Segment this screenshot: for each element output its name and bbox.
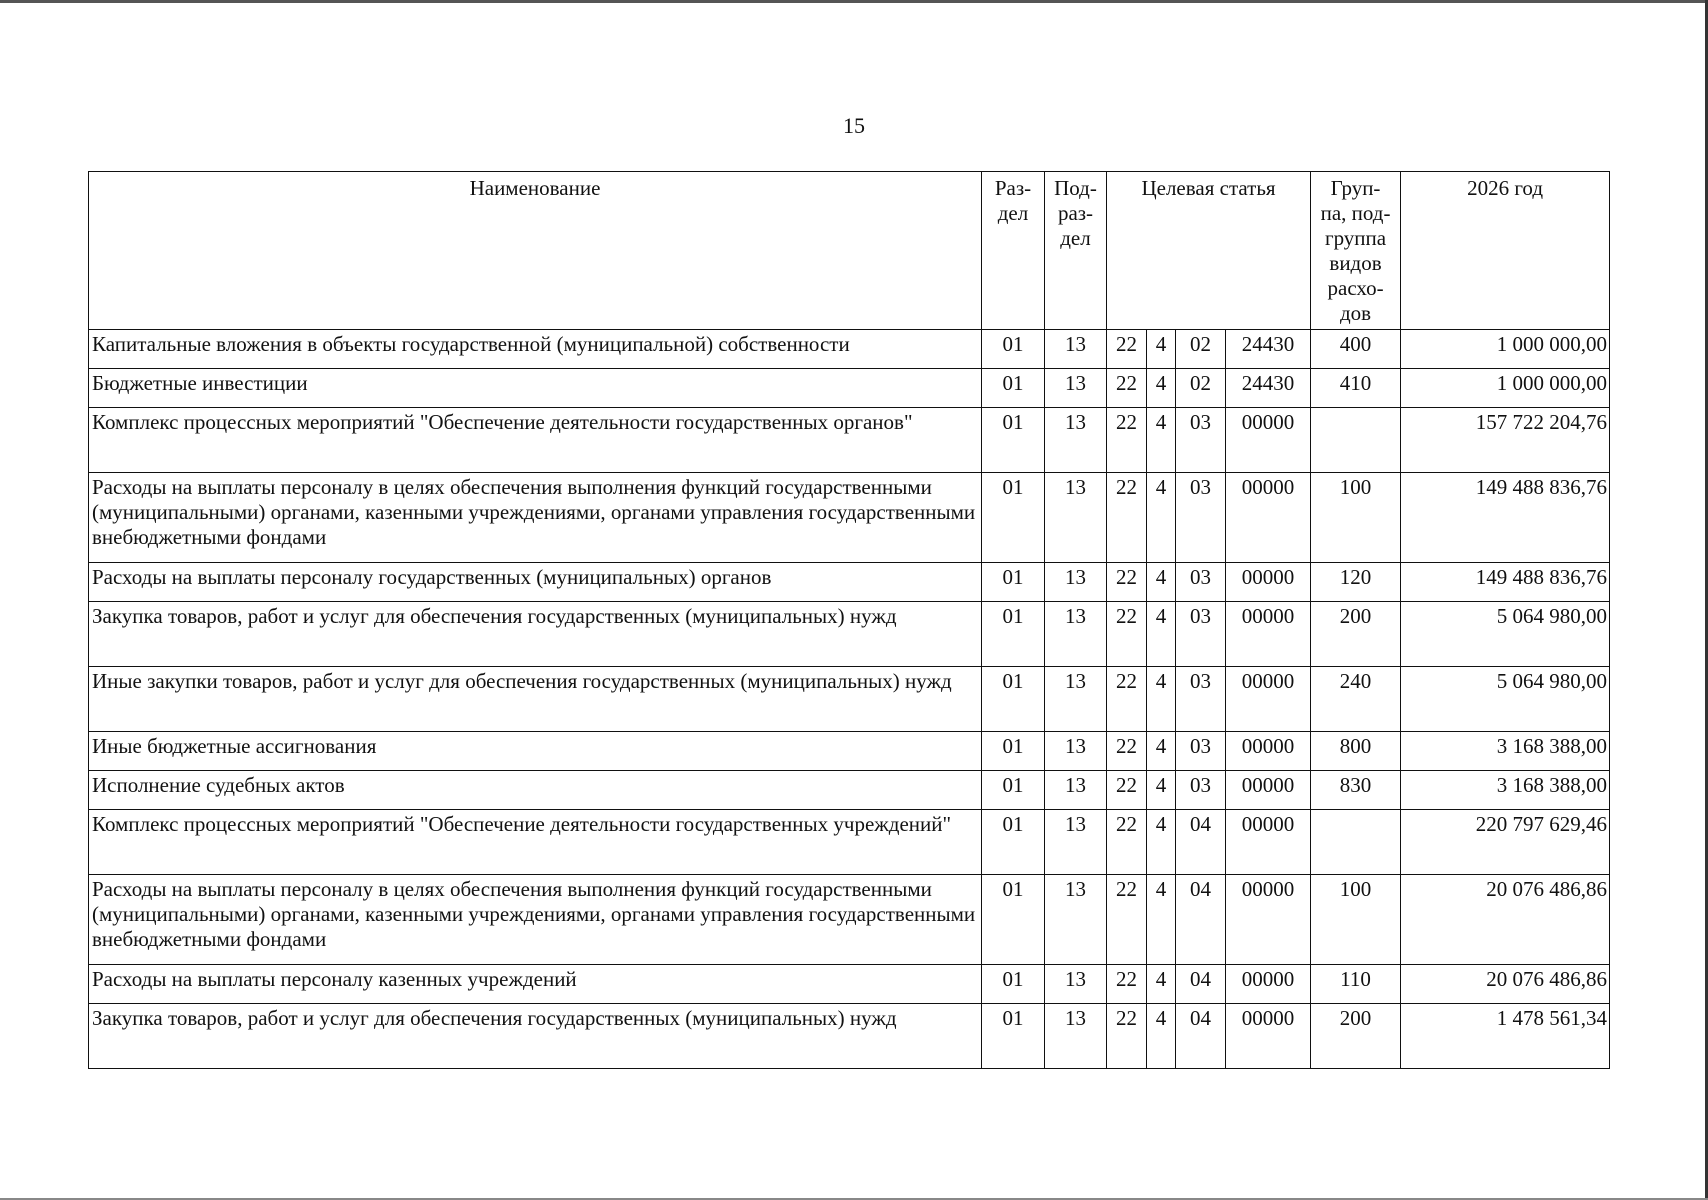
row-section: 01 xyxy=(982,473,1045,563)
row-name: Капитальные вложения в объекты государственной (муниципальной) собственности xyxy=(89,330,982,369)
header-name-label: Наименование xyxy=(469,176,601,200)
row-amount: 5 064 980,00 xyxy=(1401,602,1610,667)
row-target-code-direction: 00000 xyxy=(1226,732,1311,771)
header-expense-group xyxy=(1311,172,1401,330)
row-target-code-complex: 03 xyxy=(1176,563,1226,602)
row-target-code-type: 4 xyxy=(1147,369,1176,408)
row-target-code-program: 22 xyxy=(1107,771,1147,810)
row-name: Комплекс процессных мероприятий "Обеспечение деятельности государственных учреждений" xyxy=(89,810,982,875)
row-target-code-program: 22 xyxy=(1107,875,1147,965)
row-amount: 157 722 204,76 xyxy=(1401,408,1610,473)
row-amount: 1 478 561,34 xyxy=(1401,1004,1610,1069)
row-expense-group: 100 xyxy=(1311,473,1401,563)
table-row xyxy=(89,330,1610,369)
row-expense-group: 830 xyxy=(1311,771,1401,810)
scan-edge-top xyxy=(0,0,1708,3)
row-target-code-direction: 00000 xyxy=(1226,667,1311,732)
row-target-code-type: 4 xyxy=(1147,732,1176,771)
row-target-code-complex: 04 xyxy=(1176,965,1226,1004)
row-target-code-direction: 24430 xyxy=(1226,369,1311,408)
table-row xyxy=(89,965,1610,1004)
row-section: 01 xyxy=(982,810,1045,875)
row-amount: 20 076 486,86 xyxy=(1401,875,1610,965)
row-target-code-program: 22 xyxy=(1107,408,1147,473)
row-expense-group: 400 xyxy=(1311,330,1401,369)
row-target-code-complex: 04 xyxy=(1176,875,1226,965)
row-target-code-complex: 03 xyxy=(1176,602,1226,667)
row-target-code-direction: 24430 xyxy=(1226,330,1311,369)
row-expense-group: 120 xyxy=(1311,563,1401,602)
table-row xyxy=(89,667,1610,732)
row-amount: 149 488 836,76 xyxy=(1401,473,1610,563)
row-target-code-type: 4 xyxy=(1147,875,1176,965)
row-target-code-type: 4 xyxy=(1147,810,1176,875)
row-subsection: 13 xyxy=(1045,732,1107,771)
header-name xyxy=(89,172,982,330)
row-target-code-complex: 02 xyxy=(1176,330,1226,369)
row-section: 01 xyxy=(982,1004,1045,1069)
row-name: Иные закупки товаров, работ и услуг для обеспечения государственных (муниципальных) нужд xyxy=(89,667,982,732)
row-subsection: 13 xyxy=(1045,330,1107,369)
header-subsection xyxy=(1045,172,1107,330)
row-target-code-program: 22 xyxy=(1107,965,1147,1004)
row-target-code-type: 4 xyxy=(1147,1004,1176,1069)
table-row xyxy=(89,1004,1610,1069)
row-target-code-program: 22 xyxy=(1107,473,1147,563)
row-name: Расходы на выплаты персоналу в целях обеспечения выполнения функций государственными (муниципальными) органами, казенными учреждениями, органами управления государственными внебюджетными фондами xyxy=(89,875,982,965)
row-target-code-complex: 03 xyxy=(1176,667,1226,732)
row-target-code-program: 22 xyxy=(1107,369,1147,408)
row-section: 01 xyxy=(982,965,1045,1004)
row-target-code-program: 22 xyxy=(1107,732,1147,771)
page-number: 15 xyxy=(843,113,865,138)
row-name: Комплекс процессных мероприятий "Обеспечение деятельности государственных органов" xyxy=(89,408,982,473)
row-section: 01 xyxy=(982,408,1045,473)
row-target-code-direction: 00000 xyxy=(1226,810,1311,875)
row-section: 01 xyxy=(982,667,1045,732)
row-expense-group xyxy=(1311,810,1401,875)
row-section: 01 xyxy=(982,563,1045,602)
row-target-code-program: 22 xyxy=(1107,667,1147,732)
row-target-code-direction: 00000 xyxy=(1226,965,1311,1004)
row-name: Закупка товаров, работ и услуг для обеспечения государственных (муниципальных) нужд xyxy=(89,602,982,667)
row-target-code-type: 4 xyxy=(1147,771,1176,810)
header-subsection-label: Под- раз- дел xyxy=(1054,176,1097,250)
row-name: Расходы на выплаты персоналу казенных учреждений xyxy=(89,965,982,1004)
row-name: Бюджетные инвестиции xyxy=(89,369,982,408)
header-year-label: 2026 год xyxy=(1467,176,1543,200)
row-target-code-program: 22 xyxy=(1107,563,1147,602)
row-name: Исполнение судебных актов xyxy=(89,771,982,810)
row-target-code-type: 4 xyxy=(1147,473,1176,563)
budget-table xyxy=(88,171,1610,1069)
row-amount: 1 000 000,00 xyxy=(1401,330,1610,369)
row-amount: 20 076 486,86 xyxy=(1401,965,1610,1004)
row-amount: 1 000 000,00 xyxy=(1401,369,1610,408)
row-amount: 3 168 388,00 xyxy=(1401,771,1610,810)
row-subsection: 13 xyxy=(1045,810,1107,875)
row-subsection: 13 xyxy=(1045,965,1107,1004)
row-target-code-complex: 04 xyxy=(1176,1004,1226,1069)
row-section: 01 xyxy=(982,771,1045,810)
table-row xyxy=(89,473,1610,563)
row-target-code-program: 22 xyxy=(1107,330,1147,369)
row-target-code-complex: 03 xyxy=(1176,408,1226,473)
header-target-article-label: Целевая статья xyxy=(1141,176,1276,200)
row-target-code-type: 4 xyxy=(1147,965,1176,1004)
row-expense-group: 110 xyxy=(1311,965,1401,1004)
row-expense-group: 200 xyxy=(1311,602,1401,667)
row-subsection: 13 xyxy=(1045,473,1107,563)
row-section: 01 xyxy=(982,330,1045,369)
header-expense-group-label: Груп- па, под- группа видов расхо- дов xyxy=(1320,176,1391,325)
row-target-code-type: 4 xyxy=(1147,330,1176,369)
row-target-code-type: 4 xyxy=(1147,667,1176,732)
row-target-code-direction: 00000 xyxy=(1226,771,1311,810)
table-header-row xyxy=(89,172,1610,330)
row-subsection: 13 xyxy=(1045,1004,1107,1069)
row-subsection: 13 xyxy=(1045,602,1107,667)
header-target-article xyxy=(1107,172,1311,330)
row-target-code-complex: 02 xyxy=(1176,369,1226,408)
row-expense-group: 100 xyxy=(1311,875,1401,965)
row-target-code-direction: 00000 xyxy=(1226,602,1311,667)
row-target-code-complex: 03 xyxy=(1176,473,1226,563)
row-subsection: 13 xyxy=(1045,667,1107,732)
row-amount: 149 488 836,76 xyxy=(1401,563,1610,602)
row-target-code-program: 22 xyxy=(1107,602,1147,667)
header-year xyxy=(1401,172,1610,330)
row-target-code-complex: 04 xyxy=(1176,810,1226,875)
row-target-code-complex: 03 xyxy=(1176,732,1226,771)
table-row xyxy=(89,810,1610,875)
row-target-code-direction: 00000 xyxy=(1226,408,1311,473)
row-subsection: 13 xyxy=(1045,563,1107,602)
row-name: Закупка товаров, работ и услуг для обеспечения государственных (муниципальных) нужд xyxy=(89,1004,982,1069)
row-expense-group: 410 xyxy=(1311,369,1401,408)
row-subsection: 13 xyxy=(1045,771,1107,810)
header-section-label: Раз- дел xyxy=(994,176,1032,225)
row-expense-group: 200 xyxy=(1311,1004,1401,1069)
row-target-code-direction: 00000 xyxy=(1226,473,1311,563)
row-section: 01 xyxy=(982,875,1045,965)
row-amount: 5 064 980,00 xyxy=(1401,667,1610,732)
row-name: Иные бюджетные ассигнования xyxy=(89,732,982,771)
row-subsection: 13 xyxy=(1045,875,1107,965)
table-body xyxy=(89,330,1610,1069)
row-expense-group: 800 xyxy=(1311,732,1401,771)
table-row xyxy=(89,563,1610,602)
row-target-code-direction: 00000 xyxy=(1226,1004,1311,1069)
row-subsection: 13 xyxy=(1045,369,1107,408)
row-name: Расходы на выплаты персоналу государственных (муниципальных) органов xyxy=(89,563,982,602)
row-subsection: 13 xyxy=(1045,408,1107,473)
row-section: 01 xyxy=(982,369,1045,408)
row-expense-group xyxy=(1311,408,1401,473)
row-expense-group: 240 xyxy=(1311,667,1401,732)
table-row xyxy=(89,732,1610,771)
row-target-code-type: 4 xyxy=(1147,408,1176,473)
table-row xyxy=(89,602,1610,667)
table-row xyxy=(89,771,1610,810)
table-row xyxy=(89,369,1610,408)
row-target-code-complex: 03 xyxy=(1176,771,1226,810)
row-target-code-direction: 00000 xyxy=(1226,563,1311,602)
row-amount: 220 797 629,46 xyxy=(1401,810,1610,875)
row-target-code-program: 22 xyxy=(1107,810,1147,875)
row-target-code-type: 4 xyxy=(1147,602,1176,667)
row-target-code-direction: 00000 xyxy=(1226,875,1311,965)
table-row xyxy=(89,875,1610,965)
row-target-code-type: 4 xyxy=(1147,563,1176,602)
row-target-code-program: 22 xyxy=(1107,1004,1147,1069)
row-name: Расходы на выплаты персоналу в целях обеспечения выполнения функций государственными (муниципальными) органами, казенными учреждениями, органами управления государственными внебюджетными фондами xyxy=(89,473,982,563)
row-amount: 3 168 388,00 xyxy=(1401,732,1610,771)
table-row xyxy=(89,408,1610,473)
row-section: 01 xyxy=(982,602,1045,667)
header-section xyxy=(982,172,1045,330)
row-section: 01 xyxy=(982,732,1045,771)
